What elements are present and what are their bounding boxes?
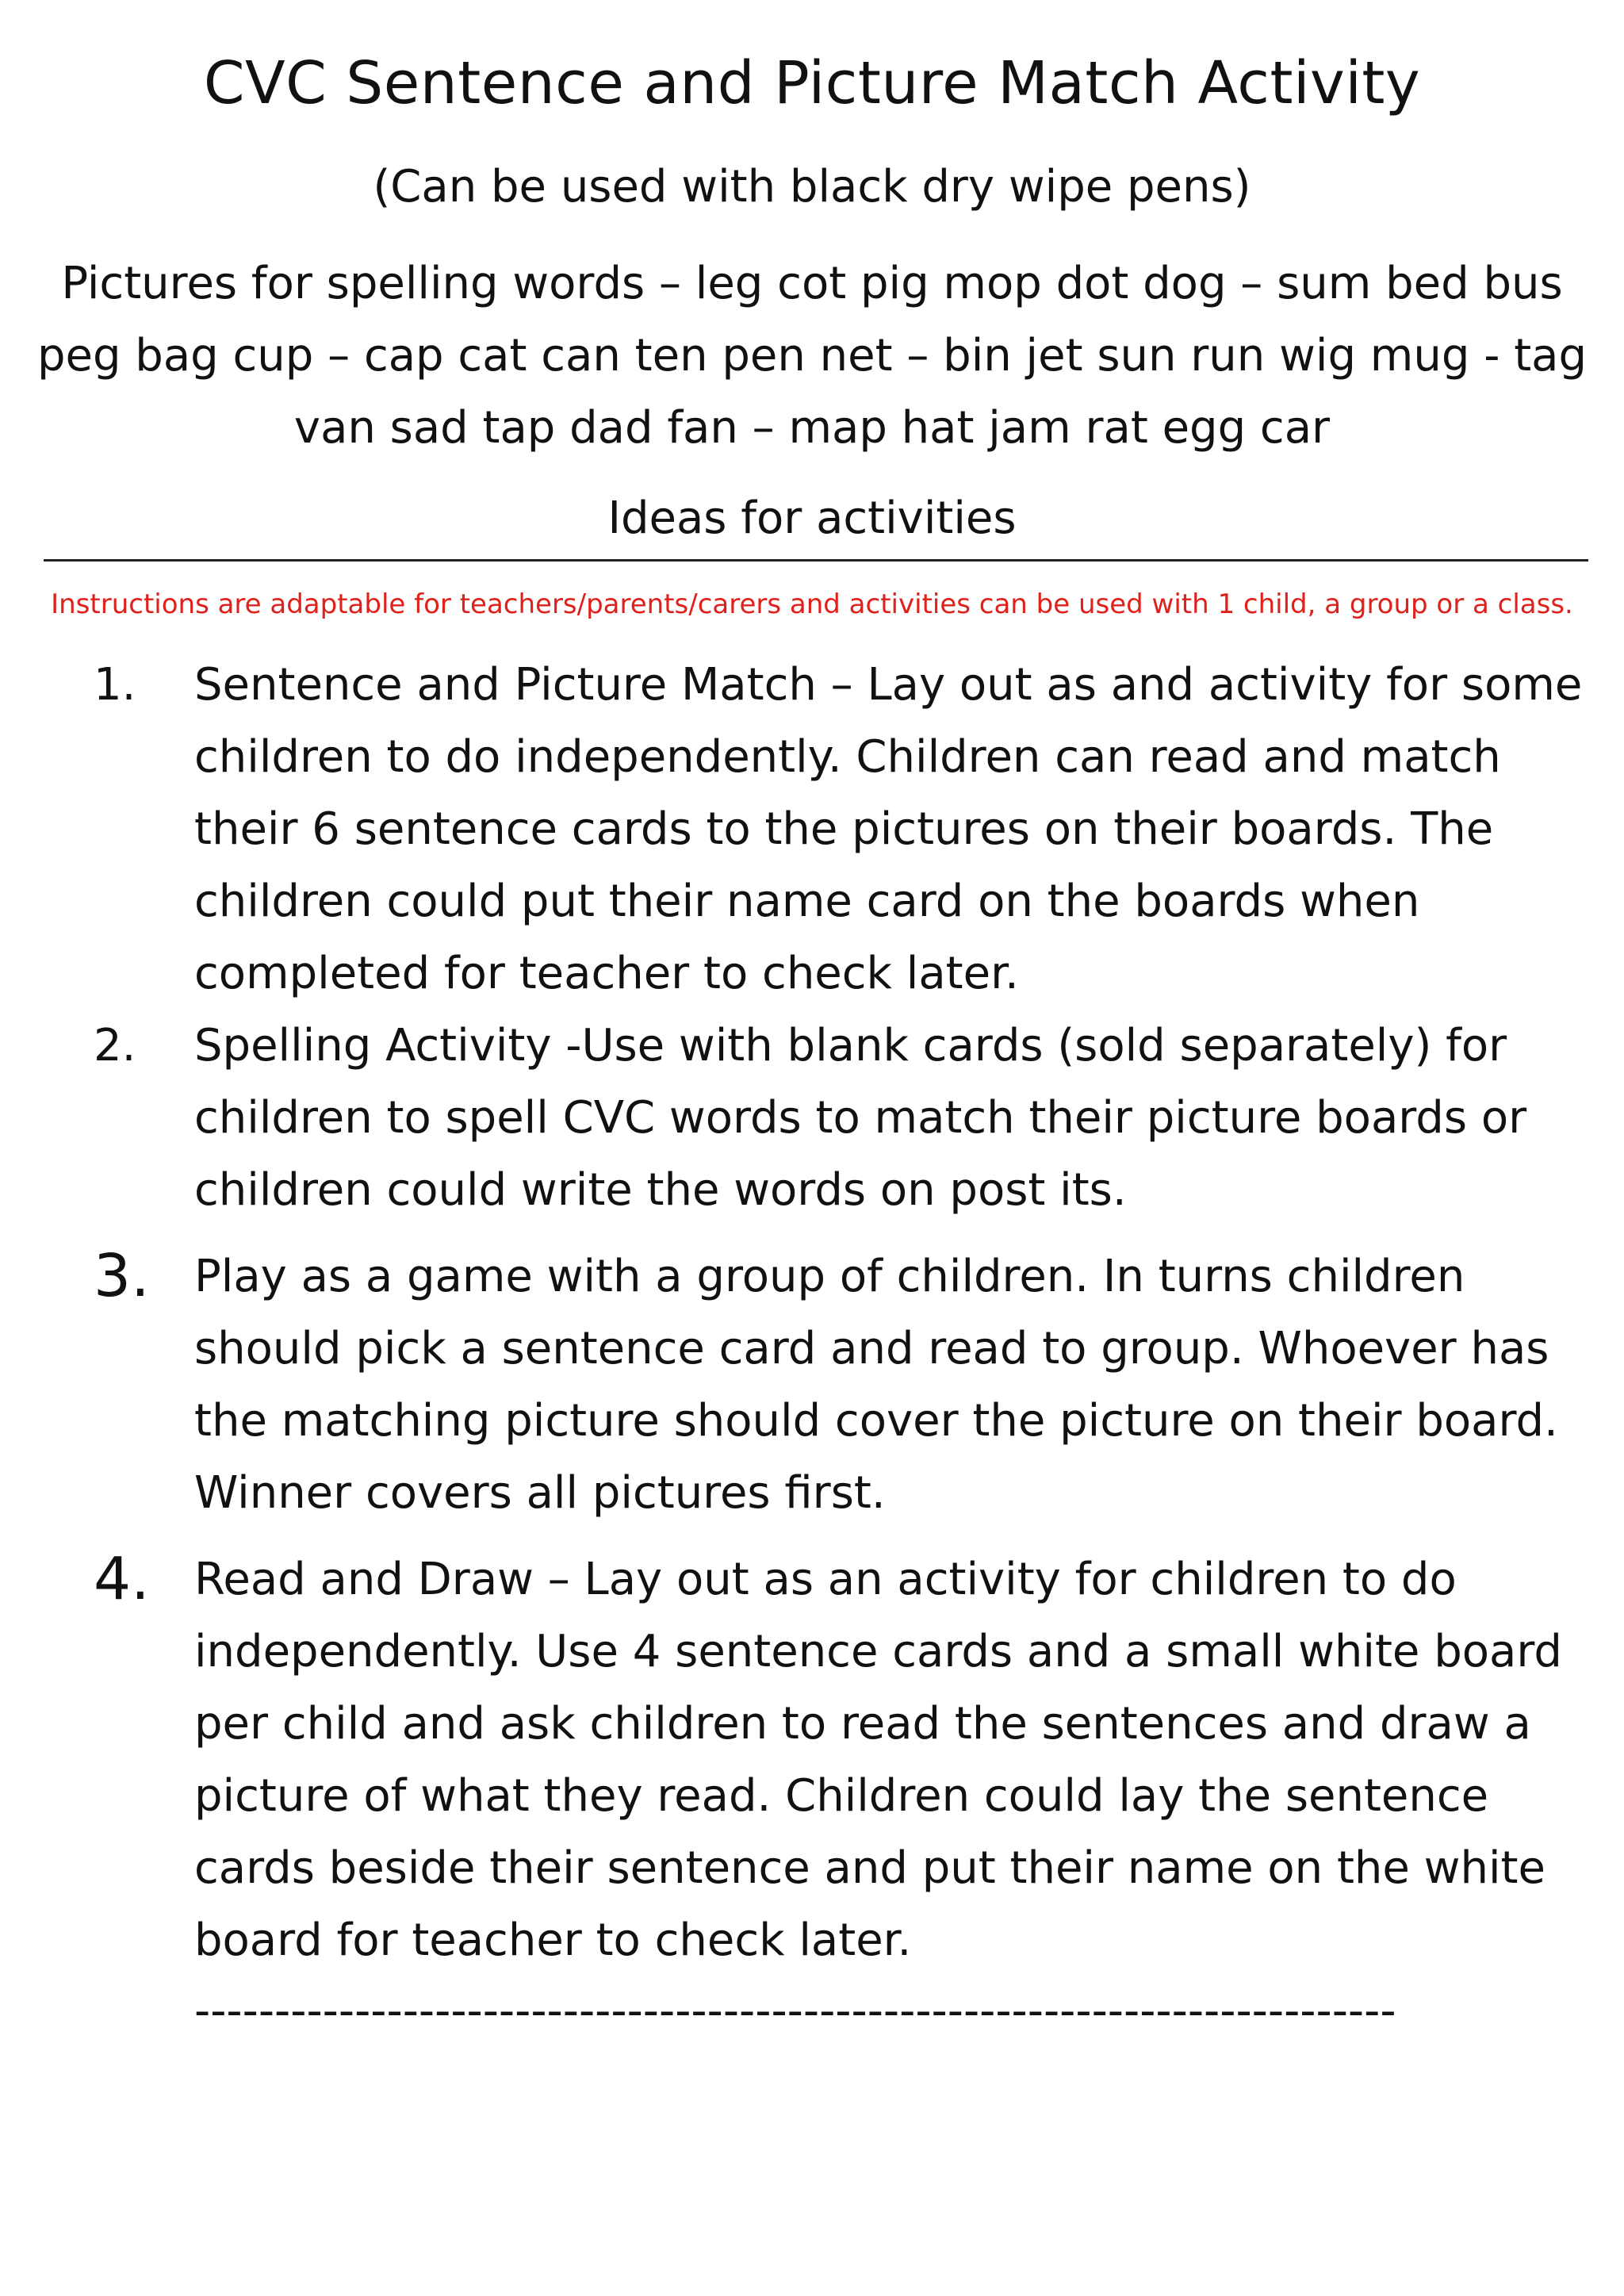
spelling-words-line: Pictures for spelling words – leg cot pig mop dot dog – sum bed bus: [61, 258, 1563, 309]
activity-line: children could write the words on post its.: [194, 1164, 1127, 1216]
activity-text: [194, 1240, 1590, 1529]
activity-line: should pick a sentence card and read to group. Whoever has: [194, 1323, 1549, 1374]
activity-line: Sentence and Picture Match – Lay out as and activity for some: [194, 659, 1583, 711]
spelling-words-line: peg bag cup – cap cat can ten pen net – bin jet sun run wig mug - tag: [36, 330, 1588, 381]
activity-line: children could put their name card on the boards when: [194, 876, 1420, 927]
activity-line: Winner covers all pictures first.: [194, 1467, 886, 1519]
dashed-divider: ---------------------------------------------------------------------------: [194, 1985, 1396, 2037]
activity-line: completed for teacher to check later.: [194, 948, 1019, 999]
activity-number: 3.: [94, 1242, 150, 1310]
activity-text: [194, 1543, 1590, 1976]
activity-line: children to do independently. Children can read and match: [194, 731, 1501, 783]
activity-number: 4.: [94, 1545, 150, 1613]
activity-line: their 6 sentence cards to the pictures on their boards. The: [194, 803, 1494, 855]
activity-text: [194, 649, 1590, 1010]
activity-line: Spelling Activity -Use with blank cards (sold separately) for: [194, 1020, 1507, 1071]
activity-line: picture of what they read. Children could lay the sentence: [194, 1770, 1489, 1822]
page-title: CVC Sentence and Picture Match Activity: [203, 49, 1421, 117]
ideas-heading: Ideas for activities: [607, 493, 1017, 544]
spelling-words-line: van sad tap dad fan – map hat jam rat egg car: [293, 402, 1331, 454]
activity-line: cards beside their sentence and put their name on the white: [194, 1842, 1545, 1894]
spelling-words-paragraph: [32, 247, 1592, 464]
activity-line: Read and Draw – Lay out as an activity for children to do: [194, 1554, 1457, 1605]
page-subtitle: (Can be used with black dry wipe pens): [373, 161, 1251, 213]
horizontal-divider: [44, 559, 1588, 562]
activity-line: children to spell CVC words to match their picture boards or: [194, 1092, 1527, 1144]
activity-text: [194, 1010, 1590, 1226]
activity-line: independently. Use 4 sentence cards and a small white board: [194, 1626, 1562, 1677]
activity-number: 1.: [94, 659, 136, 711]
activity-line: Play as a game with a group of children. In turns children: [194, 1251, 1465, 1302]
activity-line: board for teacher to check later.: [194, 1915, 912, 1966]
instructions-note: Instructions are adaptable for teachers/parents/carers and activities can be used with 1 child, a group or a class.: [51, 588, 1573, 620]
activity-line: per child and ask children to read the sentences and draw a: [194, 1698, 1531, 1750]
activity-number: 2.: [94, 1020, 136, 1071]
activity-line: the matching picture should cover the picture on their board.: [194, 1395, 1558, 1447]
